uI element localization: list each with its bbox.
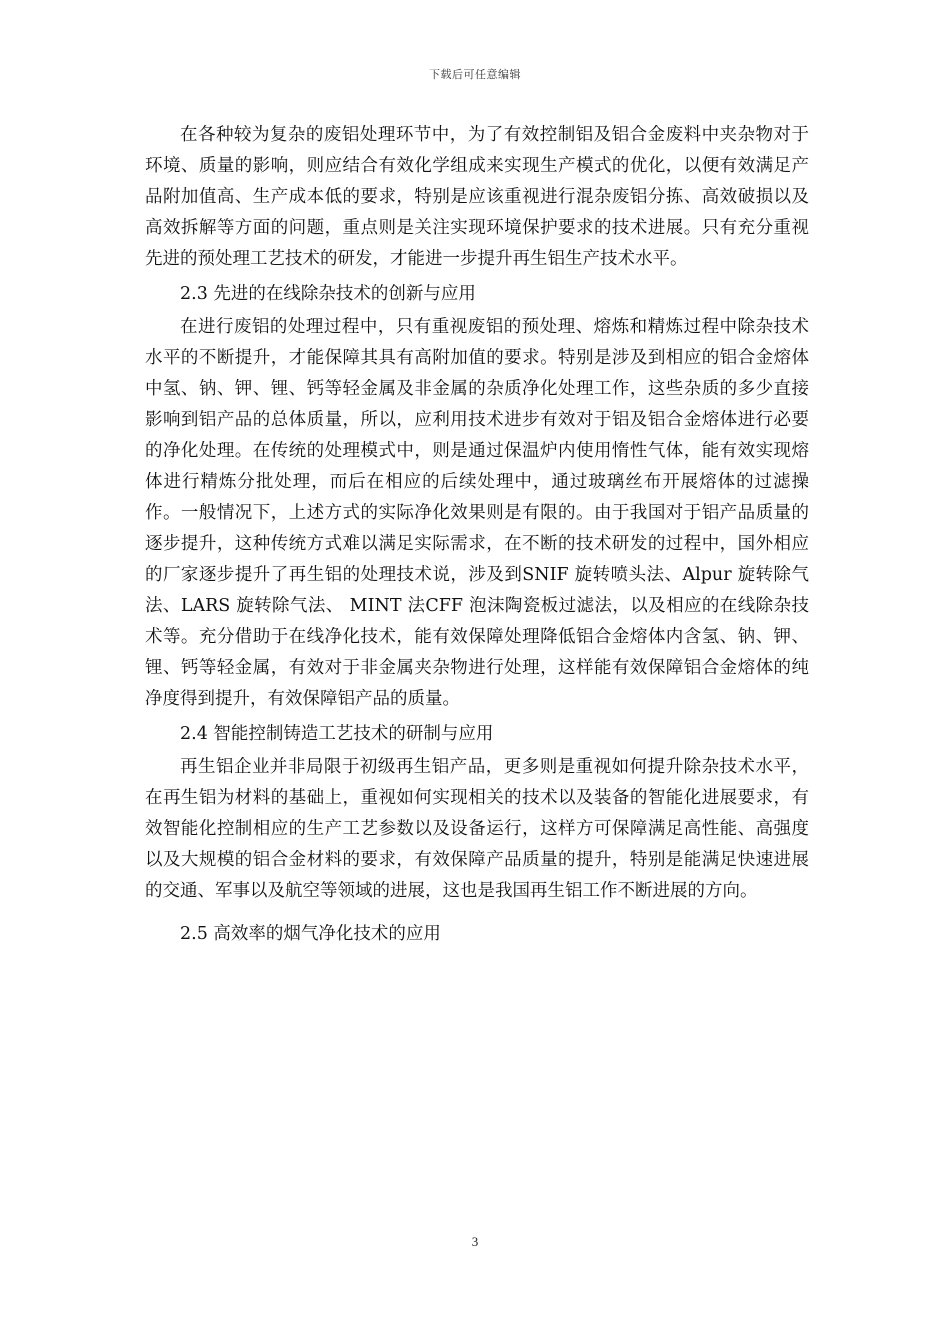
document-body (145, 120, 809, 952)
paragraph-online-impurity-removal: 在进行废铝的处理过程中，只有重视废铝的预处理、熔炼和精炼过程中除杂技术水平的不断提升，才能保障其具有高附加值的要求。特别是涉及到相应的铝合金熔体中氢、钠、钾、锂、钙等轻金属及非金属的杂质净化处理工作，这些杂质的多少直接影响到铝产品的总体质量，所以，应利用技术进步有效对于铝及铝合金熔体进行必要的净化处理。在传统的处理模式中，则是通过保温炉内使用惰性气体，能有效实现熔体进行精炼分批处理，而后在相应的后续处理中，通过玻璃丝布开展熔体的过滤操作。一般情况下，上述方式的实际净化效果则是有限的。由于我国对于铝产品质量的逐步提升，这种传统方式难以满足实际需求，在不断的技术研发的过程中，国外相应的厂家逐步提升了再生铝的处理技术说，涉及到SNIF 旋转喷头法、Alpur 旋转除气法、LARS 旋转除气法、 MINT 法CFF 泡沫陶瓷板过滤法，以及相应的在线除杂技术等。充分借助于在线净化技术，能有效保障处理降低铝合金熔体内含氢、钠、钾、锂、钙等轻金属，有效对于非金属夹杂物进行处理，这样能有效保障铝合金熔体的纯净度得到提升，有效保障铝产品的质量。 (145, 317, 809, 709)
section-heading-2-3: 2.3 先进的在线除杂技术的创新与应用 (180, 284, 476, 304)
section-heading-2-4: 2.4 智能控制铸造工艺技术的研制与应用 (180, 724, 494, 744)
page-header: 下载后可任意编辑 (429, 68, 521, 81)
paragraph-pretreatment: 在各种较为复杂的废铝处理环节中，为了有效控制铝及铝合金废料中夹杂物对于环境、质量的影响，则应结合有效化学组成来实现生产模式的优化，以便有效满足产品附加值高、生产成本低的要求，特别是应该重视进行混杂废铝分拣、高效破损以及高效拆解等方面的问题，重点则是关注实现环境保护要求的技术进展。只有充分重视先进的预处理工艺技术的研发，才能进一步提升再生铝生产技术水平。 (145, 125, 809, 269)
paragraph-intelligent-casting: 再生铝企业并非局限于初级再生铝产品，更多则是重视如何提升除杂技术水平，在再生铝为材料的基础上，重视如何实现相关的技术以及装备的智能化进展要求，有效智能化控制相应的生产工艺参数以及设备运行，这样方可保障满足高性能、高强度以及大规模的铝合金材料的要求，有效保障产品质量的提升，特别是能满足快速进展的交通、军事以及航空等领域的进展，这也是我国再生铝工作不断进展的方向。 (145, 757, 809, 901)
section-heading-2-5: 2.5 高效率的烟气净化技术的应用 (180, 924, 441, 944)
page-number: 3 (471, 1234, 479, 1249)
